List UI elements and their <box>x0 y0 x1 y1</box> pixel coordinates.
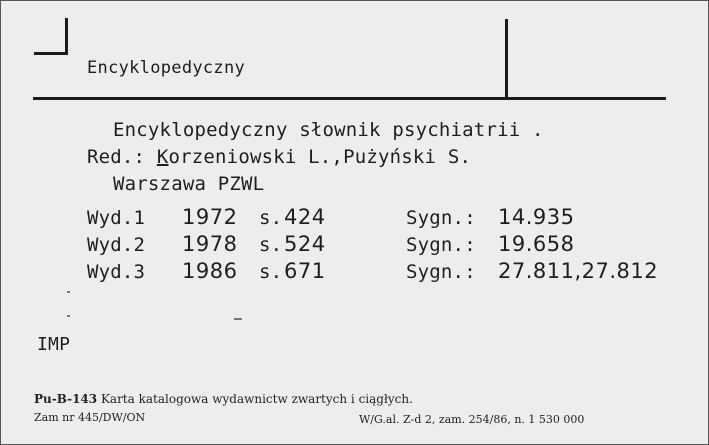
edition-sygn-label: Sygn.: <box>406 234 476 256</box>
header-vertical-rule <box>505 19 508 99</box>
edition-year: 1972 <box>182 205 238 229</box>
header-horizontal-rule <box>33 97 666 100</box>
corner-mark-vertical <box>65 18 68 54</box>
stamp-code: IMP <box>37 334 71 355</box>
editors-line <box>87 146 471 168</box>
edition-year: 1978 <box>182 232 238 256</box>
editors-names: orzeniowski L.,Pużyński S. <box>168 146 472 168</box>
card-heading: Encyklopedyczny <box>87 58 246 78</box>
edition-sygn: 27.811,27.812 <box>498 259 659 283</box>
stray-mark <box>67 315 70 317</box>
edition-pages-prefix: s. <box>259 261 283 283</box>
editors-first-letter: K <box>156 146 169 168</box>
form-title: Karta katalogowa wydawnictw zwartych i ciągłych. <box>100 392 413 406</box>
edition-sygn-label: Sygn.: <box>406 261 476 283</box>
publisher: Warszawa PZWL <box>113 173 265 195</box>
edition-pages-prefix: s. <box>259 207 283 229</box>
footer-print-info: W/G.al. Z-d 2, zam. 254/86, n. 1 530 000 <box>359 413 585 426</box>
edition-pages: 671 <box>284 259 326 283</box>
editors-label: Red.: <box>87 146 146 168</box>
stray-mark <box>67 291 70 293</box>
footer-order: Zam nr 445/DW/ON <box>34 411 146 424</box>
form-code: Pu-B-143 <box>34 392 98 406</box>
edition-sygn-label: Sygn.: <box>406 207 476 229</box>
edition-pages: 424 <box>284 205 326 229</box>
book-title: Encyklopedyczny słownik psychiatrii . <box>113 119 544 141</box>
footer-form-line <box>34 392 413 406</box>
edition-label: Wyd.2 <box>87 234 146 256</box>
edition-sygn: 19.658 <box>498 232 575 256</box>
edition-sygn: 14.935 <box>498 205 575 229</box>
edition-label: Wyd.3 <box>87 261 146 283</box>
edition-label: Wyd.1 <box>87 207 146 229</box>
corner-mark-horizontal <box>34 52 68 55</box>
stray-mark <box>234 318 242 320</box>
edition-pages-prefix: s. <box>259 234 283 256</box>
edition-pages: 524 <box>284 232 326 256</box>
edition-year: 1986 <box>182 259 238 283</box>
